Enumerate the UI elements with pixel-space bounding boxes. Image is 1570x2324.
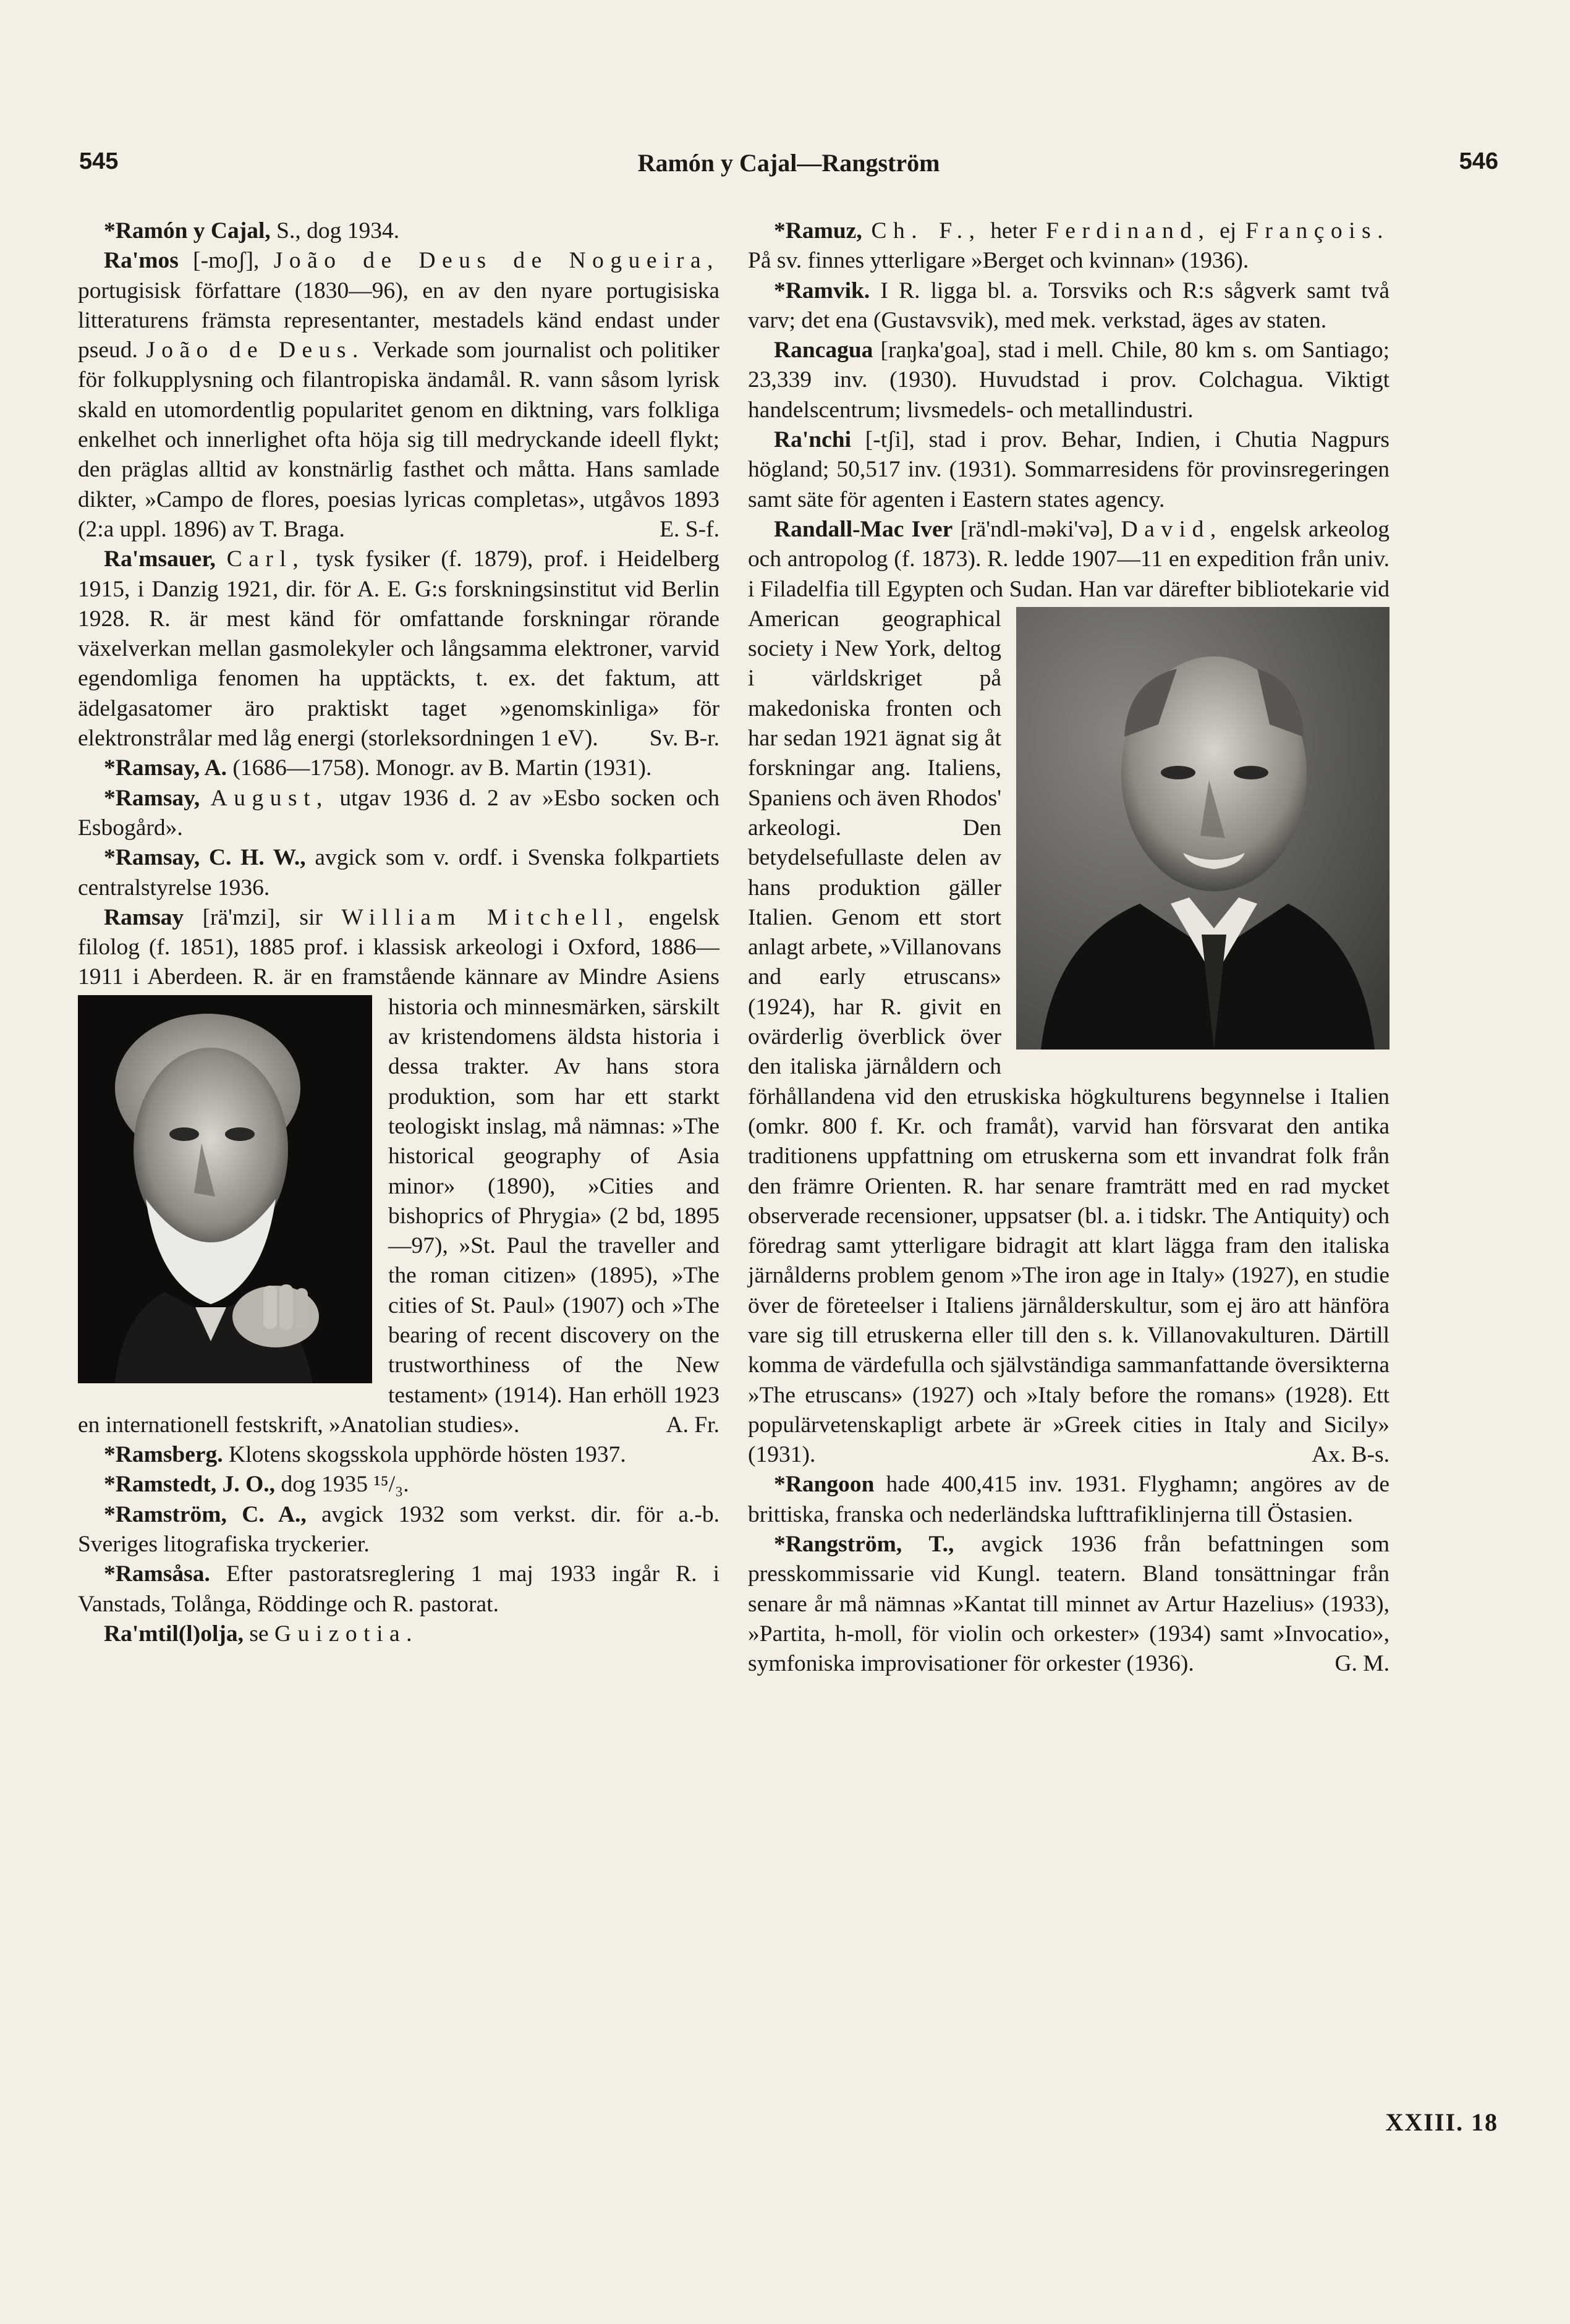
entry-ramuz: *Ramuz, Ch. F., heter Ferdinand, ej François. På sv. finnes ytterligare »Berget och kvinnan» (1936). xyxy=(748,218,1390,274)
entry-ramsasa: *Ramsåsa. Efter pastoratsreglering 1 maj 1933 ingår R. i Vanstads, Tolånga, Röddinge och R. pastorat. xyxy=(78,1561,719,1617)
entry-ramsay-chw: *Ramsay, C. H. W., avgick som v. ordf. i Svenska folkpartiets centralstyrelse 1936. xyxy=(78,845,719,901)
headword[interactable]: Ra'mos xyxy=(104,248,179,274)
headword[interactable]: Randall-Mac Iver xyxy=(774,516,953,542)
running-title: Ramón y Cajal—Rangström xyxy=(637,149,940,177)
entry-ramvik: *Ramvik. I R. ligga bl. a. Torsviks och R:s sågverk samt två varv; det ena (Gustavsvik), med mek. verkstad, äges av staten. xyxy=(748,278,1390,333)
headword[interactable]: Ra'mtil(l)olja, xyxy=(104,1621,244,1647)
left-column xyxy=(78,216,719,1649)
entry-rancagua: Rancagua [raŋka'goa], stad i mell. Chile, 80 km s. om Santiago; 23,339 inv. (1930). Huvudstad i prov. Colchagua. Viktigt handelscentrum; livsmedels- och metallindustri. xyxy=(748,337,1390,423)
sheet-signature: XXIII. 18 xyxy=(1385,2108,1498,2136)
portrait-mac-iver-image xyxy=(1016,607,1390,1050)
headword[interactable]: Ramsay xyxy=(104,904,184,930)
headword[interactable]: *Ramsay, xyxy=(104,785,200,811)
entry-ramsay-a: *Ramsay, A. (1686—1758). Monogr. av B. Martin (1931). xyxy=(104,755,652,781)
headword[interactable]: *Ramsberg. xyxy=(104,1442,223,1468)
entry-ramstedt: *Ramstedt, J. O., dog 1935 ¹⁵/₃. xyxy=(104,1472,409,1498)
portrait-mac-iver-photo xyxy=(1016,607,1390,1050)
entry-ramon-y-cajal: *Ramón y Cajal, S., dog 1934. xyxy=(104,218,400,244)
headword[interactable]: *Ramsay, C. H. W., xyxy=(104,845,306,871)
entry-ramos: Ra'mos [-moʃ], João de Deus de Nogueira, portugisisk författare (1830—96), en av den nyare portugisiska litteraturens främsta representanter, mestadels känd endast under pseud. João de Deus. Verkade som journalist och politiker för folkupplysning och filantropiska ändamål. R. vann såsom lyrisk skald en utomordentlig popularitet genom en diktning, vars folkliga enkelhet och innerlighet ofta höja sig till medryckande ideell flykt; den präglas alltid av konstnärlig fasthet och måtta. Hans samlade dikter, »Campo de flores, poesias lyricas completas», utgåvos 1893 (2:a uppl. 1896) av T. Braga. E. S-f. xyxy=(78,246,719,545)
author-signature: Ax. B-s. xyxy=(1311,1442,1390,1468)
entry-ramsay-william: Ramsay [rä'mzi], sir William Mitchell, engelsk filolog (f. 1851), 1885 prof. i klassisk arkeologi i Oxford, 1886—1911 i Aberdeen. R. är en framstående kännare av Mindre Asiens historia och minnesmärken, särskilt av kristendomens äldsta historia i dessa trakter. Av hans stora produktion, som har ett starkt teologiskt inslag, må nämnas: »The historical geography of Asia minor» (1890), »Cities and bishoprics of Phrygia» (2 bd, 1895—97), »St. Paul the traveller and the roman citizen» (1895), »The cities of St. Paul» (1907) och »The bearing of recent discovery on the trustworthiness of the New testament» (1914). Han erhöll 1923 en internationell festskrift, »Anatolian studies». A. Fr. xyxy=(78,903,719,1440)
entry-ramsay-august: *Ramsay, August, utgav 1936 d. 2 av »Esbo socken och Esbogård». xyxy=(78,785,720,841)
portrait-ramsay-photo xyxy=(78,995,372,1383)
headword[interactable]: *Rangoon xyxy=(774,1472,875,1498)
headword[interactable]: *Ramstedt, J. O., xyxy=(104,1472,276,1498)
entry-text-continued: efter bibliotekarie vid American geographical society i New York, deltog i världskriget på makedoniska fronten och har sedan 1921 ägnat sig åt forskningar ang. Italiens, Spaniens och även Rhodos' arkeologi. Den betydelsefullaste delen av hans produktion gäller Italien. Genom ett stort anlagt arbete, »Villanovans and early etruscans» (1924), har R. givit en ovärderlig överblick över den italiska järnåldern och förhållandena vid den etruskiska högkulturens begynnelse i Italien (omkr. 800 f. Kr. och framåt), varvid han försvarat den antika traditionens uppfattning om etruskerna som ett invandrat folk från den främre Orienten. R. har senare framträtt med en rad mycket observerade recensioner, uppsatser (bl. a. i tidskr. The Antiquity) och föredrag samt ytterligare bidragit att klart lägga fram den italiska järnålderns problem genom »The iron age in Italy» (1927), en studie över de företeelser i Italiens järnålderskultur, som ej äro att hänföra vare sig till etruskerna eller till den s. k. Villanovakulturen. Därtill komma de värdefulla och självständiga sammanfattande översikterna »The etruscans» (1927) och »Italy before the romans» (1928). Ett populärvetenskapligt arbete är »Greek cities in Italy and Sicily» (1931). xyxy=(748,576,1390,1468)
headword[interactable]: Ra'nchi xyxy=(774,427,852,453)
entry-rangoon: *Rangoon hade 400,415 inv. 1931. Flyghamn; angöres av de brittiska, franska och nederländska lufttrafiklinjerna till Östasien. xyxy=(748,1472,1390,1527)
right-column xyxy=(748,216,1390,1679)
headword[interactable]: *Ramón y Cajal, xyxy=(104,218,271,244)
entry-rangstrom: *Rangström, T., avgick 1936 från befattningen som presskommissarie vid Kungl. teatern. Bland tonsättningar från senare år må nämnas »Kantat till minnet av Artur Hazelius» (1933), »Partita, h-moll, för violin och orkester» (1934) samt »Invocatio», symfoniska improvisationer för orkester (1936). G. M. xyxy=(748,1530,1390,1679)
author-signature: E. S-f. xyxy=(660,516,719,542)
headword[interactable]: *Ramuz, xyxy=(774,218,862,244)
entry-randall-mac-iver: Randall-Mac Iver [rä'ndl-məki'və], David, engelsk arkeolog och antropolog (f. 1873). R. ledde 1907—11 en expedition från univ. i Filadelfia till Egypten och Sudan. Han var där efter bibliotekarie vid American geographical society i New York, deltog i världskriget på makedoniska fronten och har sedan 1921 ägnat sig åt forskningar ang. Italiens, Spaniens och även Rhodos' arkeologi. Den betydelsefullaste delen av hans produktion gäller Italien. Genom ett stort anlagt arbete, »Villanovans and early etruscans» (1924), har R. givit en ovärderlig överblick över den italiska järnåldern och förhållandena vid den etruskiska högkulturens begynnelse i Italien (omkr. 800 f. Kr. och framåt), varvid han försvarat den antika traditionens uppfattning om etruskerna som ett invandrat folk från den främre Orienten. R. har senare framträtt med en rad mycket observerade recensioner, uppsatser (bl. a. i tidskr. The Antiquity) och föredrag samt ytterligare bidragit att klart lägga fram den italiska järnålderns problem genom »The iron age in Italy» (1927), en studie över de företeelser i Italiens järnålderskultur, som ej äro att hänföra vare sig till etruskerna eller till den s. k. Villanovakulturen. Därtill komma de värdefulla och självständiga sammanfattande översikterna »The etruscans» (1927) och »Italy before the romans» (1928). Ett populärvetenskapligt arbete är »Greek cities in Italy and Sicily» (1931). Ax. B-s. xyxy=(748,515,1390,1470)
entry-ramsauer: Ra'msauer, Carl, tysk fysiker (f. 1879), prof. i Heidelberg 1915, i Danzig 1921, dir. för A. E. G:s forskningsinstitut vid Berlin 1928. R. är mest känd för omfattande forskningar rörande växelverkan mellan gasmolekyler och långsamma elektroner, varvid egendomliga fenomen ha upptäckts, t. ex. det faktum, att ädelgasatomer äro praktiskt taget »genomskinliga» för elektronstrålar med låg energi (storleksordningen 1 eV). Sv. B-r. xyxy=(78,545,719,753)
entry-ramstrom: *Ramström, C. A., avgick 1932 som verkst. dir. för a.-b. Sveriges litografiska tryckerier. xyxy=(78,1501,719,1558)
page-header xyxy=(79,148,1498,192)
headword[interactable]: *Ramsåsa. xyxy=(104,1561,210,1587)
headword[interactable]: *Ramvik. xyxy=(774,278,870,303)
headword[interactable]: Ra'msauer, xyxy=(104,546,216,572)
entry-ramtilolja: Ra'mtil(l)olja, se Guizotia. xyxy=(104,1621,419,1647)
headword[interactable]: *Ramström, C. A., xyxy=(104,1501,307,1527)
entry-ranchi: Ra'nchi [-tʃi], stad i prov. Behar, Indien, i Chutia Nagpurs högland; 50,517 inv. (1931). Sommarresidens för provinsregeringen samt säte för agenten i Eastern states agency. xyxy=(748,427,1390,512)
page-number-right: 546 xyxy=(1459,148,1498,174)
author-signature: A. Fr. xyxy=(666,1412,719,1438)
headword[interactable]: Rancagua xyxy=(774,337,873,363)
author-signature: G. M. xyxy=(1334,1651,1390,1677)
author-signature: Sv. B-r. xyxy=(649,726,719,752)
entry-ramsberg: *Ramsberg. Klotens skogsskola upphörde hösten 1937. xyxy=(104,1442,626,1468)
headword[interactable]: *Ramsay, A. xyxy=(104,755,227,781)
portrait-ramsay-image xyxy=(78,995,372,1383)
entry-text-continued: Asiens historia och minnesmärken, särskilt av kristendomens äldsta historia i dessa trakter. Av hans stora produktion, som har ett starkt teologiskt inslag, må nämnas: »The historical geography of Asia minor» (1890), »Cities and bishoprics of Phrygia» (2 bd, 1895—97), »St. Paul the traveller and the roman citizen» (1895), »The cities of St. Paul» (1907) och »The bearing of recent discovery on the trustworthiness of the New testament» (1914). Han erhöll 1923 en internationell festskrift, »Anatolian studies». xyxy=(78,964,719,1438)
page-number-left: 545 xyxy=(79,148,119,174)
headword[interactable]: *Rangström, T., xyxy=(774,1532,954,1558)
